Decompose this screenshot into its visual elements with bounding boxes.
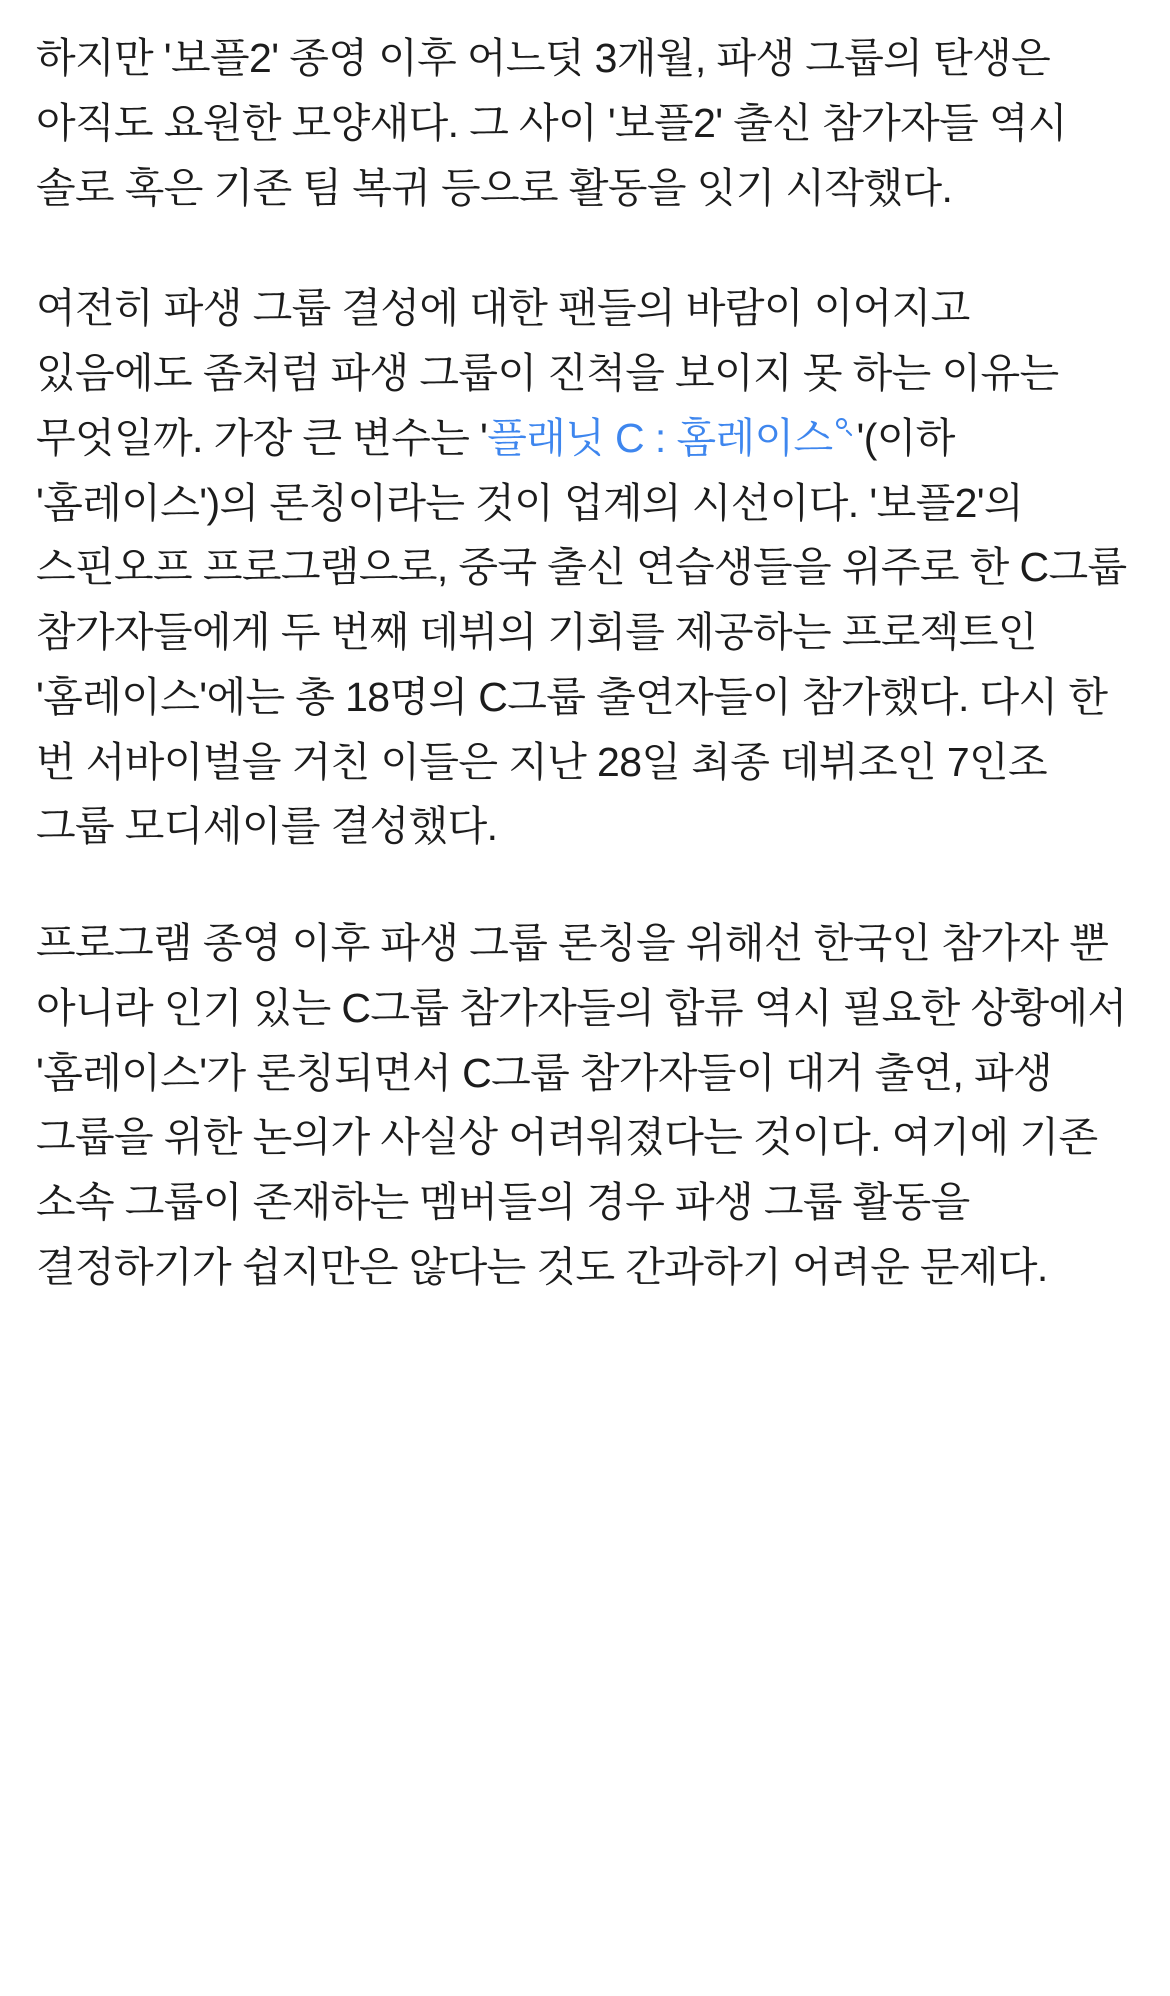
entity-link-label: 플래닛 C : 홈레이스 (487, 414, 833, 461)
article-paragraph-3: 프로그램 종영 이후 파생 그룹 론칭을 위해선 한국인 참가자 뿐 아니라 인기 있는 C그룹 참가자들의 합류 역시 필요한 상황에서 '홈레이스'가 론칭되면서 C그룹 참가자들이 대거 출연, 파생 그룹을 위한 논의가 사실상 어려워졌다는 것이다. 여기에 기존 소속 그룹이 존재하는 멤버들의 경우 파생 그룹 활동을 결정하기가 쉽지만은 않다는 것도 간과하기 어려운 문제다. (36, 920, 1127, 1291)
paragraph-2-text-after-link: '(이하 '홈레이스')의 론칭이라는 것이 업계의 시선이다. '보플2'의 스핀오프 프로그램으로, 중국 출신 연습생들을 위주로 한 C그룹 참가자들에게 두 번째 데뷔의 기회를 제공하는 프로젝트인 '홈레이스'에는 총 18명의 C그룹 출연자들이 참가했다. 다시 한 번 서바이벌을 거친 이들은 지난 28일 최종 데뷔조인 7인조 그룹 모디세이를 결성했다. (36, 414, 1127, 850)
article-paragraph-2 (36, 276, 1134, 859)
paragraph-2-text-before-link: 여전히 파생 그룹 결성에 대한 팬들의 바람이 이어지고 있음에도 좀처럼 파생 그룹이 진척을 보이지 못 하는 이유는 무엇일까. 가장 큰 변수는 ' (36, 285, 1059, 461)
article-paragraph-1: 하지만 '보플2' 종영 이후 어느덧 3개월, 파생 그룹의 탄생은 아직도 요원한 모양새다. 그 사이 '보플2' 출신 참가자들 역시 솔로 혹은 기존 팀 복귀 등으로 활동을 잇기 시작했다. (36, 35, 1067, 211)
entity-search-link[interactable] (487, 415, 856, 461)
search-icon (834, 416, 856, 438)
